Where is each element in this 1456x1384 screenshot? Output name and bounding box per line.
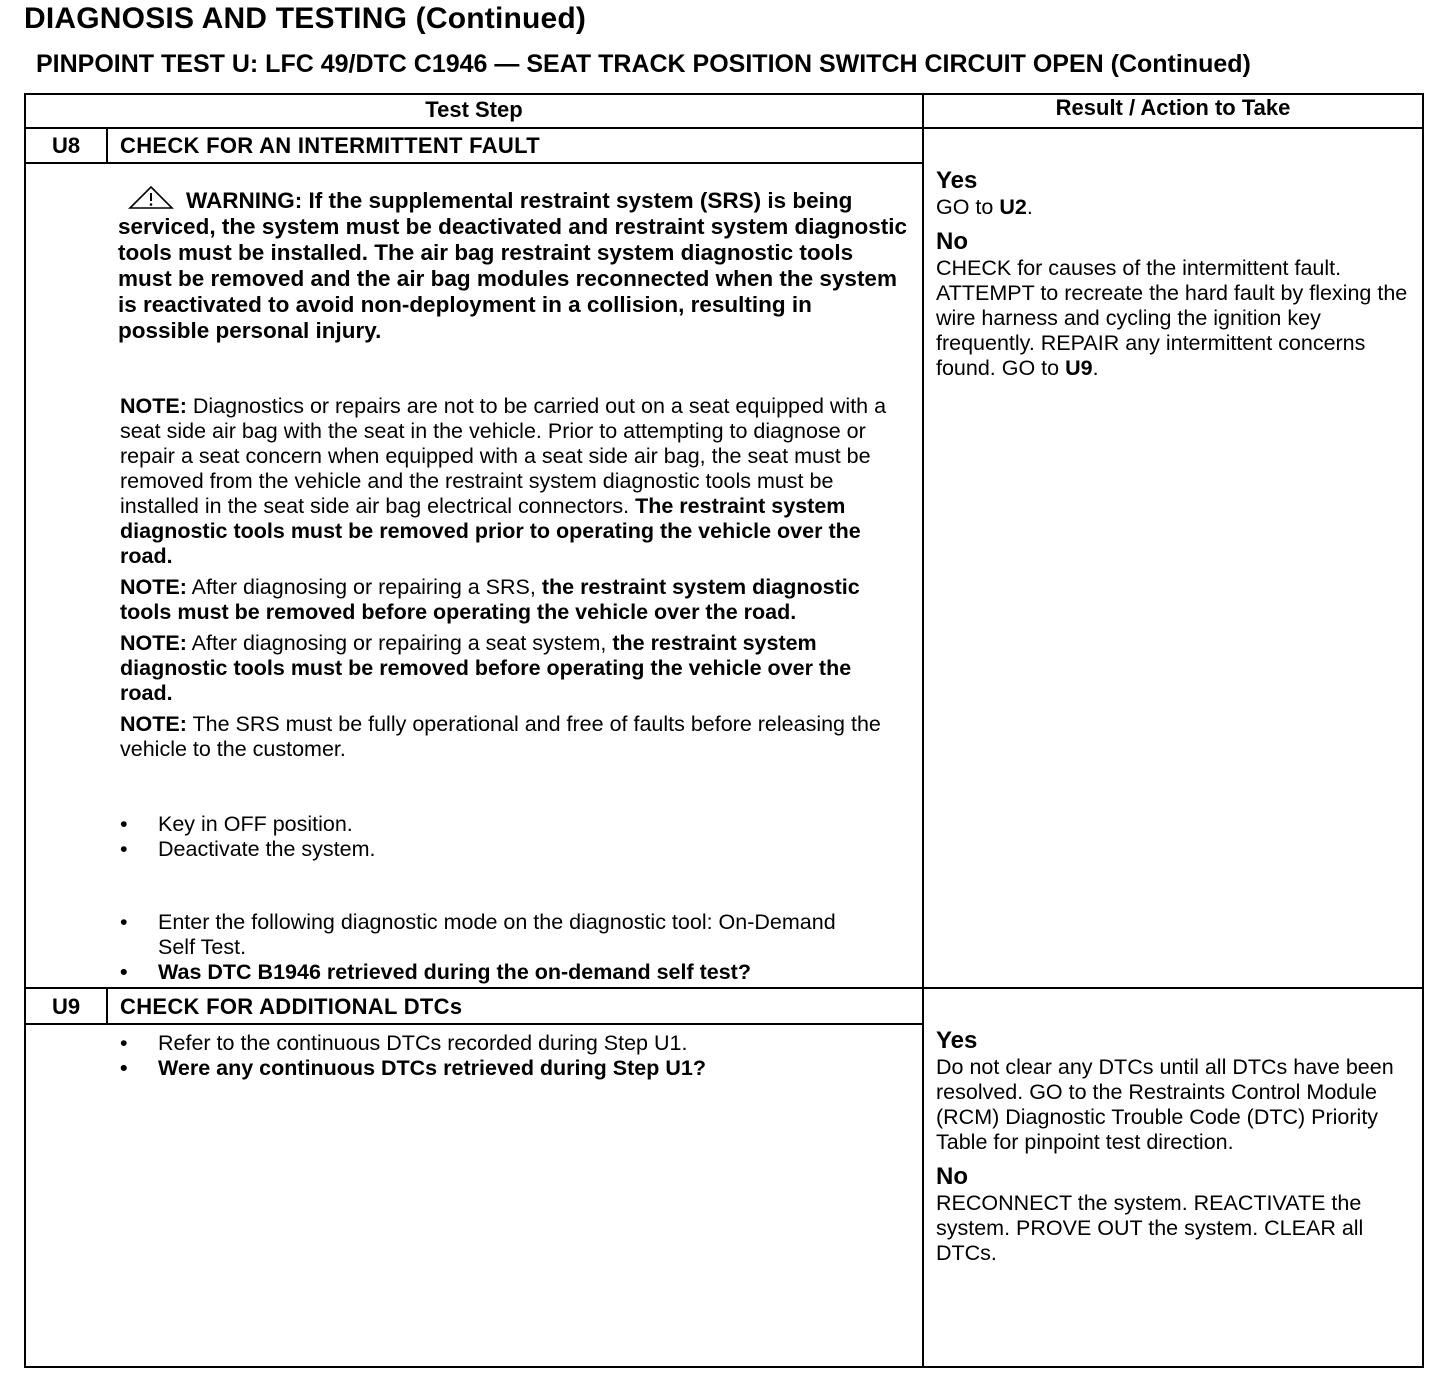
step-id-u9: U9 <box>51 994 81 1019</box>
no-action: RECONNECT the system. REACTIVATE the system. PROVE OUT the system. CLEAR all DTCs. <box>936 1191 1364 1265</box>
test-step-column-header: Test Step <box>425 97 523 122</box>
yes-label: Yes <box>936 167 978 194</box>
u8-result <box>936 167 1420 381</box>
warning-text: WARNING: If the supplemental restraint system (SRS) is being serviced, the system must be deactivated and restraint system diagnostic tools must be installed. The air bag restraint system diagnostic tools must be removed and the air bag modules reconnected when the system is reactivated to avoid non-deployment in a collision, resulting in possible personal injury. <box>118 188 908 343</box>
step-id-u8: U8 <box>51 133 81 158</box>
note-3: NOTE: After diagnosing or repairing a seat system, the restraint system diagnostic tools must be removed before operating the vehicle over the road. <box>120 631 852 705</box>
list-item: • Key in OFF position. <box>120 812 900 837</box>
list-item: • Enter the following diagnostic mode on the diagnostic tool: On-Demand Self Test. <box>120 910 840 960</box>
u8-notes <box>120 394 900 768</box>
u8-bullets-b <box>120 910 840 985</box>
page-heading: DIAGNOSIS AND TESTING (Continued) <box>24 2 587 35</box>
list-item: • Deactivate the system. <box>120 837 900 862</box>
yes-action: Do not clear any DTCs until all DTCs have been resolved. GO to the Restraints Control Module (RCM) Diagnostic Trouble Code (DTC) Priority Table for pinpoint test direction. <box>936 1055 1394 1154</box>
u9-bullets <box>120 1031 900 1081</box>
no-label: No <box>936 1163 968 1190</box>
note-1: NOTE: Diagnostics or repairs are not to be carried out on a seat equipped with a seat side air bag with the seat in the vehicle. Prior to attempting to diagnose or repair a seat concern when equipped with a seat side air bag, the seat must be removed from the vehicle and the restraint system diagnostic tools must be installed in the seat side air bag electrical connectors. The restraint system diagnostic tools must be removed prior to operating the vehicle over the road. <box>120 394 887 568</box>
note-2: NOTE: After diagnosing or repairing a SRS, the restraint system diagnostic tools must be removed before operating the vehicle over the road. <box>120 575 860 624</box>
srs-warning <box>118 186 908 344</box>
step-question-u8: • Was DTC B1946 retrieved during the on-demand self test? <box>120 960 840 985</box>
warning-triangle-icon <box>128 186 174 210</box>
u9-result <box>936 1027 1420 1266</box>
no-label: No <box>936 228 968 255</box>
no-action: CHECK for causes of the intermittent fault. ATTEMPT to recreate the hard fault by flexing the wire harness and cycling the ignition key frequently. REPAIR any intermittent concerns found. GO to U9. <box>936 256 1408 380</box>
list-item: • Refer to the continuous DTCs recorded during Step U1. <box>120 1031 900 1056</box>
u8-bullets-a <box>120 812 900 862</box>
step-title-u9: CHECK FOR ADDITIONAL DTCs <box>120 994 463 1019</box>
yes-label: Yes <box>936 1027 978 1054</box>
note-4: NOTE: The SRS must be fully operational and free of faults before releasing the vehicle to the customer. <box>120 712 881 761</box>
yes-action: GO to U2. <box>936 195 1033 219</box>
step-title-u8: CHECK FOR AN INTERMITTENT FAULT <box>120 133 540 158</box>
result-column-header: Result / Action to Take <box>1055 95 1291 120</box>
step-question-u9: • Were any continuous DTCs retrieved during Step U1? <box>120 1056 900 1081</box>
pinpoint-test-title: PINPOINT TEST U: LFC 49/DTC C1946 — SEAT TRACK POSITION SWITCH CIRCUIT OPEN (Continued) <box>36 50 1251 78</box>
